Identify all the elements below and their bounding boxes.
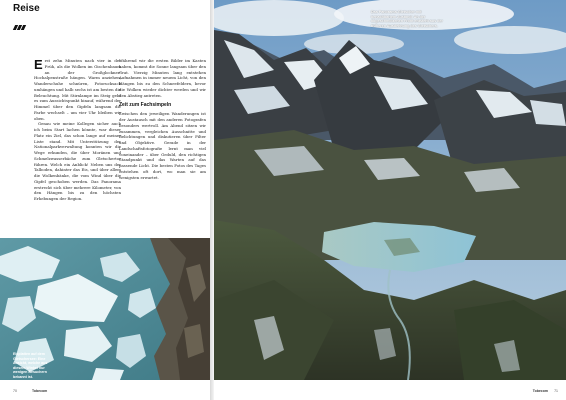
page-number: 70 [13,389,17,393]
dropcap: E [34,57,43,72]
photo-caption: Eisplatten auf dem Gletschersee: Eine Ansicht, welche aus diesem Winkel nur wenigen Besuchern bekannt ist. [13,352,48,379]
text-column-2 [119,58,206,180]
paragraph: Während wir die ersten Bilder im Kasten haben, kommt die Sonne langsam über den Grat. Vierzig Minuten lang entstehen Aufnahmen in immer neuem Licht, von den Hängen bis zu den Schneefeldern, bevor die Wolken wieder dichter werden und wir den Abstieg antreten. [119,58,206,98]
paragraph [34,58,121,121]
photo-caption: Das Panorama-Gletscher mit benachbartem Zustand: An der abgeschmolzenen Front entsteht aus der früheren Ausdehnung des Gletschers. [371,10,443,28]
magazine-brand: Tobecom [32,389,48,393]
right-page [214,0,566,400]
section-label: Reise [13,3,40,14]
paragraph-text: rst zehn Minuten nach vier in der Früh, als die Wolken im Gischenbaum an der Großglockner-Hochalpenstraße hängen. Warm anziehen, Wanderschuhe schnüren, Fotorucksack umhängen und halb sechs ist am besten die Beleuchtung. Mit Stirnlampe im Steig geht es zum Aussichtspunkt hinauf, während der Himmel über den Gipfeln langsam die Farbe wechselt – um vier Uhr bleiben wir oben. [34,58,121,121]
page-number: 71 [554,389,558,393]
section-rule-icon [14,15,29,20]
alpine-panorama-photo [214,0,566,380]
text-column-1 [34,58,121,202]
magazine-brand: Tobecom [532,389,548,393]
paragraph: Zwischen den jeweiligen Wanderungen ist der Austausch mit den anderen Fotografen besonders wertvoll. Am Abend sitzen wir zusammen, vergleichen Ausschnitte und Belichtungen und diskutieren über Filter und Objektive. Gerade in der Landschaftsfotografie lernt man viel voneinander – über Geduld, den richtigen Standpunkt und das Warten auf das passende Licht. Die besten Fotos des Tages entstehen oft dort, wo man sie am wenigsten erwartet. [119,111,206,180]
subheading: Zeit zum Fachsimpeln [119,102,172,109]
paragraph: Genau wie meine Kollegen sicher auch ich beim Start lachen könnte, war dieser Platz ein Ziel, das schon lange auf meiner Liste stand. Mit Unterstützung der Nationalparkverwaltung konnten wir die Wege erkunden, die über Moränen und Schmelzwasserbäche zum Gletschertor führen. Welch ein Anblick! Neben uns der Talboden, dahinter das Eis, und über allem die Wolkenbänke, die vom Wind über die Gipfel geschoben werden. Das Panorama erstreckt sich über mehrere Kilometer, von den Hängen bis zu den höchsten Erhebungen der Region. [34,121,121,201]
left-page [0,0,210,400]
